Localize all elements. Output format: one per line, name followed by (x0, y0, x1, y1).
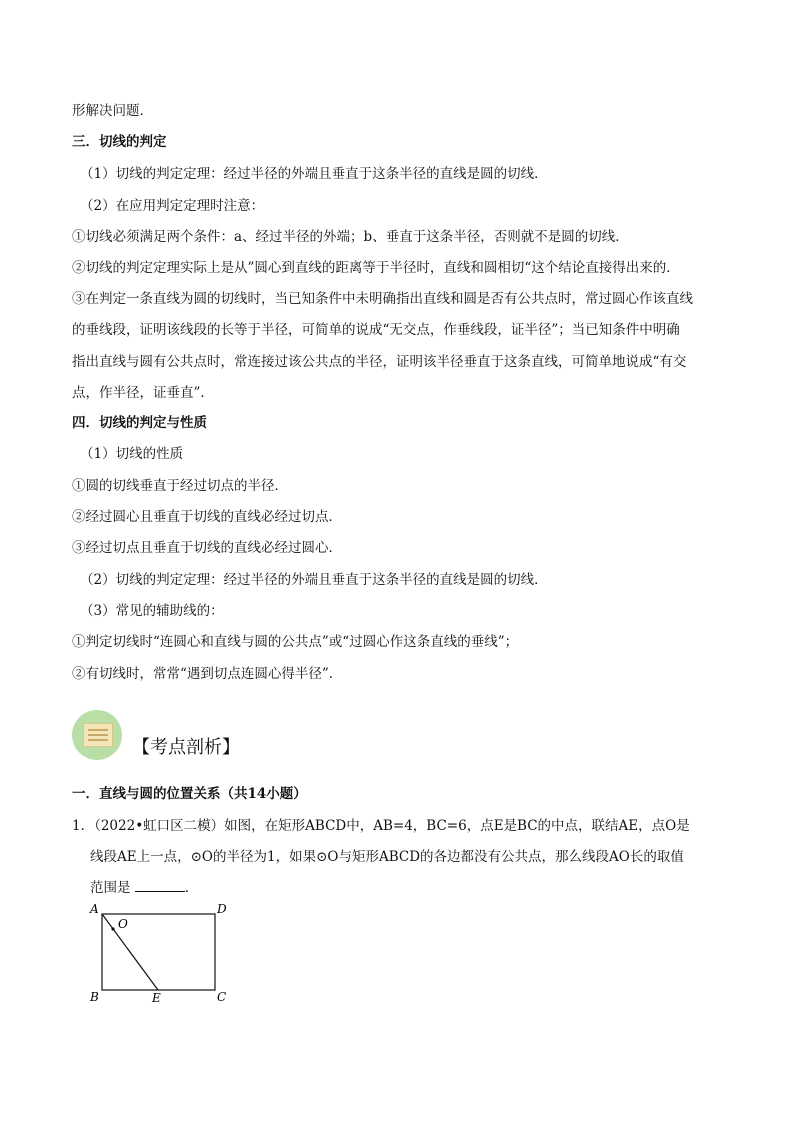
section-title: 【考点剖析】 (132, 737, 240, 758)
body-line-6: ②切线的判定定理实际上是从”圆心到直线的距离等于半径时，直线和圆相切“这个结论直接得出来的． (72, 260, 680, 276)
body-line-18: ①判定切线时“连圆心和直线与圆的公共点”或“过圆心作这条直线的垂线”； (72, 634, 519, 650)
body-line-4: （2）在应用判定定理时注意： (80, 198, 265, 214)
question-1-line-1: 1．（2022•虹口区二模）如图，在矩形ABCD中，AB=4，BC=6，点E是BC的中点，联结AE，点O是 (72, 818, 690, 834)
rectangle-figure (86, 900, 236, 1005)
point-o (111, 927, 114, 930)
body-line-15: ③经过切点且垂直于切线的直线必经过圆心． (72, 540, 342, 556)
body-line-8: 的垂线段，证明该线段的长等于半径，可简单的说成“无交点，作垂线段，证半径”；当已知条件中明确 (72, 322, 680, 338)
label-b: B (90, 990, 99, 1004)
body-line-12: （1）切线的性质 (80, 446, 184, 462)
body-line-17: （3）常见的辅助线的： (80, 603, 224, 619)
body-line-3: （1）切线的判定定理：经过半径的外端且垂直于这条半径的直线是圆的切线． (80, 166, 548, 182)
body-line-7: ③在判定一条直线为圆的切线时，当已知条件中未明确指出直线和圆是否有公共点时，常过圆心作该直线 (72, 291, 693, 307)
body-line-19: ②有切线时，常常“遇到切点连圆心得半径”． (72, 666, 343, 682)
body-line-9: 指出直线与圆有公共点时，常连接过该公共点的半径，证明该半径垂直于这条直线，可简单地说成“有交 (72, 354, 687, 370)
body-line-16: （2）切线的判定定理：经过半径的外端且垂直于这条半径的直线是圆的切线． (80, 572, 548, 588)
question-1-line-3: 范围是 ． (90, 880, 199, 896)
body-line-13: ①圆的切线垂直于经过切点的半径． (72, 478, 288, 494)
label-e: E (152, 991, 161, 1005)
answer-blank (135, 879, 185, 892)
segment-ae (102, 914, 158, 990)
subsection-heading: 一．直线与圆的位置关系（共14小题） (72, 786, 307, 802)
label-a: A (90, 902, 99, 916)
question-1-line-3-text: 范围是 (90, 880, 131, 896)
body-line-10: 点，作半径，证垂直”． (72, 385, 214, 401)
heading-tangent-criterion-properties: 四．切线的判定与性质 (72, 415, 207, 431)
heading-tangent-criterion: 三．切线的判定 (72, 134, 167, 150)
body-line-1: 形解决问题． (72, 103, 153, 119)
label-o: O (118, 917, 128, 931)
body-line-5: ①切线必须满足两个条件：a、经过半径的外端；b、垂直于这条半径，否则就不是圆的切线． (72, 229, 629, 245)
section-book-icon (72, 710, 122, 760)
label-c: C (217, 990, 227, 1004)
question-1-line-2: 线段AE上一点，⊙O的半径为1，如果⊙O与矩形ABCD的各边都没有公共点，那么线段AO长的取值 (90, 849, 684, 865)
label-d: D (217, 902, 227, 916)
body-line-14: ②经过圆心且垂直于切线的直线必经过切点． (72, 509, 342, 525)
